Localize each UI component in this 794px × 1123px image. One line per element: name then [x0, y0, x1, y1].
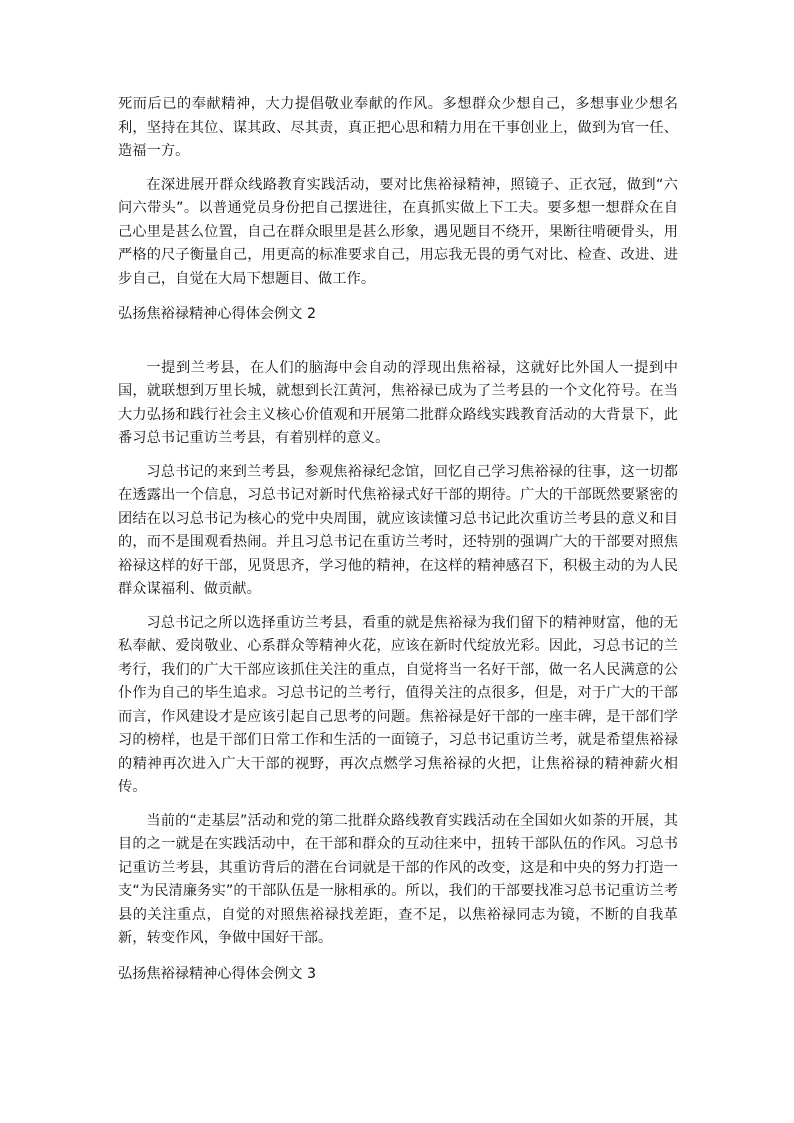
paragraph-1: 死而后已的奉献精神，大力提倡敬业奉献的作风。多想群众少想自己，多想事业少想名利，坚持在其位、谋其政、尽其责，真正把心思和精力用在干事创业上，做到为官一任、造福一方。: [118, 96, 678, 159]
section-heading-2: 弘扬焦裕禄精神心得体会例文 2: [118, 306, 316, 322]
paragraph-5: 习总书记之所以选择重访兰考县，看重的就是焦裕禄为我们留下的精神财富，他的无私奉献、爱岗敬业、心系群众等精神火花，应该在新时代绽放光彩。因此，习总书记的兰考行，我们的广大干部应该抓住关注的重点，自觉将当一名好干部，做一名人民满意的公仆作为自己的毕生追求。习总书记的兰考行，值得关注的点很多，但是，对于广大的干部而言，作风建设才是应该引起自己思考的问题。焦裕禄是好干部的一座丰碑，是干部们学习的榜样，也是干部们日常工作和生活的一面镜子，习总书记重访兰考，就是希望焦裕禄的精神再次进入广大干部的视野，再次点燃学习焦裕禄的火把，让焦裕禄的精神薪火相传。: [118, 614, 678, 795]
paragraph-4: 习总书记的来到兰考县，参观焦裕禄纪念馆，回忆自己学习焦裕禄的往事，这一切都在透露出一个信息，习总书记对新时代焦裕禄式好干部的期待。广大的干部既然要紧密的团结在以习总书记为核心的党中央周围，就应该读懂习总书记此次重访兰考县的意义和目的，而不是围观看热闹。并且习总书记在重访兰考时，还特别的强调广大的干部要对照焦裕禄这样的好干部，见贤思齐，学习他的精神，在这样的精神感召下，积极主动的为人民群众谋福利、做贡献。: [118, 463, 678, 597]
section-heading-3: 弘扬焦裕禄精神心得体会例文 3: [118, 965, 316, 982]
paragraph-3: 一提到兰考县，在人们的脑海中会自动的浮现出焦裕禄，这就好比外国人一提到中国，就联想到万里长城，就想到长江黄河，焦裕禄已成为了兰考县的一个文化符号。在当大力弘扬和践行社会主义核心价值观和开展第二批群众路线实践教育活动的大背景下，此番习总书记重访兰考县，有着别样的意义。: [118, 359, 678, 446]
blank-space: [118, 327, 678, 357]
paragraph-6: 当前的“走基层”活动和党的第二批群众路线教育实践活动在全国如火如荼的开展，其目的之一就是在实践活动中，在干部和群众的互动往来中，扭转干部队伍的作风。习总书记重访兰考县，其重访背后的潜在台词就是干部的作风的改变，这是和中央的努力打造一支“为民清廉务实”的干部队伍是一脉相承的。所以，我们的干部要找准习总书记重访兰考县的关注重点，自觉的对照焦裕禄找差距，查不足，以焦裕禄同志为镜，不断的自我革新，转变作风，争做中国好干部。: [118, 812, 678, 946]
document-page: [118, 93, 678, 986]
paragraph-2: 在深进展开群众线路教育实践活动，要对比焦裕禄精神，照镜子、正衣冠，做到“六问六带头”。以普通党员身份把自己摆进往，在真抓实做上下工夫。要多想一想群众在自己心里是甚么位置，自己在群众眼里是甚么形象，遇见题目不绕开，果断往啃硬骨头，用严格的尺子衡量自己，用更高的标准要求自己，用忘我无畏的勇气对比、检查、改进、进步自己，自觉在大局下想题目、做工作。: [118, 176, 678, 287]
